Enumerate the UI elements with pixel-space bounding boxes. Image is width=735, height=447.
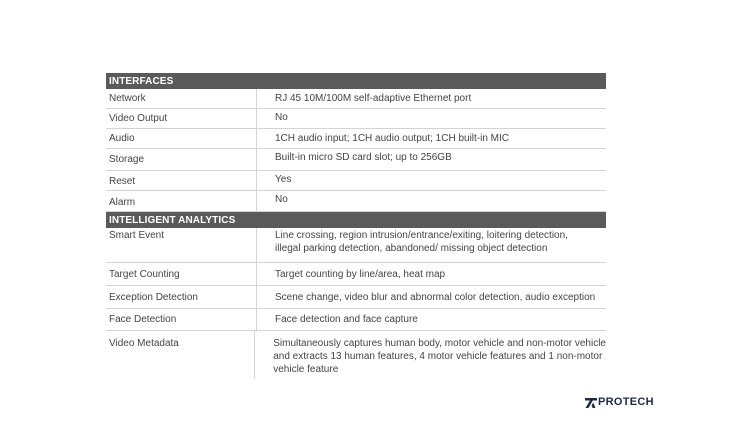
spec-row-video-output — [106, 109, 606, 129]
spec-value: No — [275, 194, 288, 205]
spec-value-line: Simultaneously captures human body, motor vehicle and non-motor vehicle — [273, 338, 606, 349]
spec-value-line: vehicle feature — [273, 364, 339, 375]
spec-label: Exception Detection — [106, 286, 257, 308]
spec-row-smart-event — [106, 228, 606, 263]
spec-row-target-counting — [106, 263, 606, 286]
spec-value: Target counting by line/area, heat map — [275, 269, 446, 280]
spec-label: Video Metadata — [106, 331, 255, 379]
spec-row-reset — [106, 171, 606, 191]
protech-logo-text: PROTECH — [598, 396, 654, 408]
spec-row-alarm — [106, 191, 606, 212]
section-header-interfaces: INTERFACES — [106, 73, 606, 89]
spec-table — [106, 73, 606, 379]
section-header-intelligent-analytics: INTELLIGENT ANALYTICS — [106, 212, 606, 228]
spec-value: 1CH audio input; 1CH audio output; 1CH built-in MIC — [275, 133, 510, 144]
spec-value: Scene change, video blur and abnormal color detection, audio exception — [275, 292, 596, 303]
spec-row-face-detection — [106, 309, 606, 331]
spec-value: Face detection and face capture — [275, 314, 418, 325]
spec-value — [257, 228, 606, 262]
spec-label: Smart Event — [106, 228, 257, 262]
spec-label: Alarm — [106, 191, 257, 211]
spec-label: Network — [106, 89, 257, 108]
spec-value-line: and extracts 13 human features, 4 motor vehicle features and 1 non-motor — [273, 351, 603, 362]
spec-row-audio — [106, 129, 606, 149]
spec-label: Reset — [106, 171, 257, 190]
spec-row-video-metadata — [106, 331, 606, 379]
spec-row-storage — [106, 149, 606, 171]
spec-row-exception-detection — [106, 286, 606, 309]
spec-value: RJ 45 10M/100M self-adaptive Ethernet port — [275, 93, 472, 104]
protech-logo — [585, 396, 654, 408]
spec-value — [255, 331, 606, 379]
spec-label: Audio — [106, 129, 257, 148]
spec-label: Face Detection — [106, 309, 257, 330]
spec-label: Storage — [106, 149, 257, 170]
spec-label: Target Counting — [106, 263, 257, 285]
spec-value: Yes — [275, 174, 292, 185]
spec-value: Built-in micro SD card slot; up to 256GB — [275, 152, 452, 163]
spec-row-network — [106, 89, 606, 109]
spec-label: Video Output — [106, 109, 257, 128]
protech-logo-mark-icon — [585, 397, 597, 408]
spec-value-line: Line crossing, region intrusion/entrance/exiting, loitering detection, — [275, 230, 568, 241]
spec-value-line: illegal parking detection, abandoned/ missing object detection — [275, 243, 548, 254]
spec-value: No — [275, 112, 288, 123]
